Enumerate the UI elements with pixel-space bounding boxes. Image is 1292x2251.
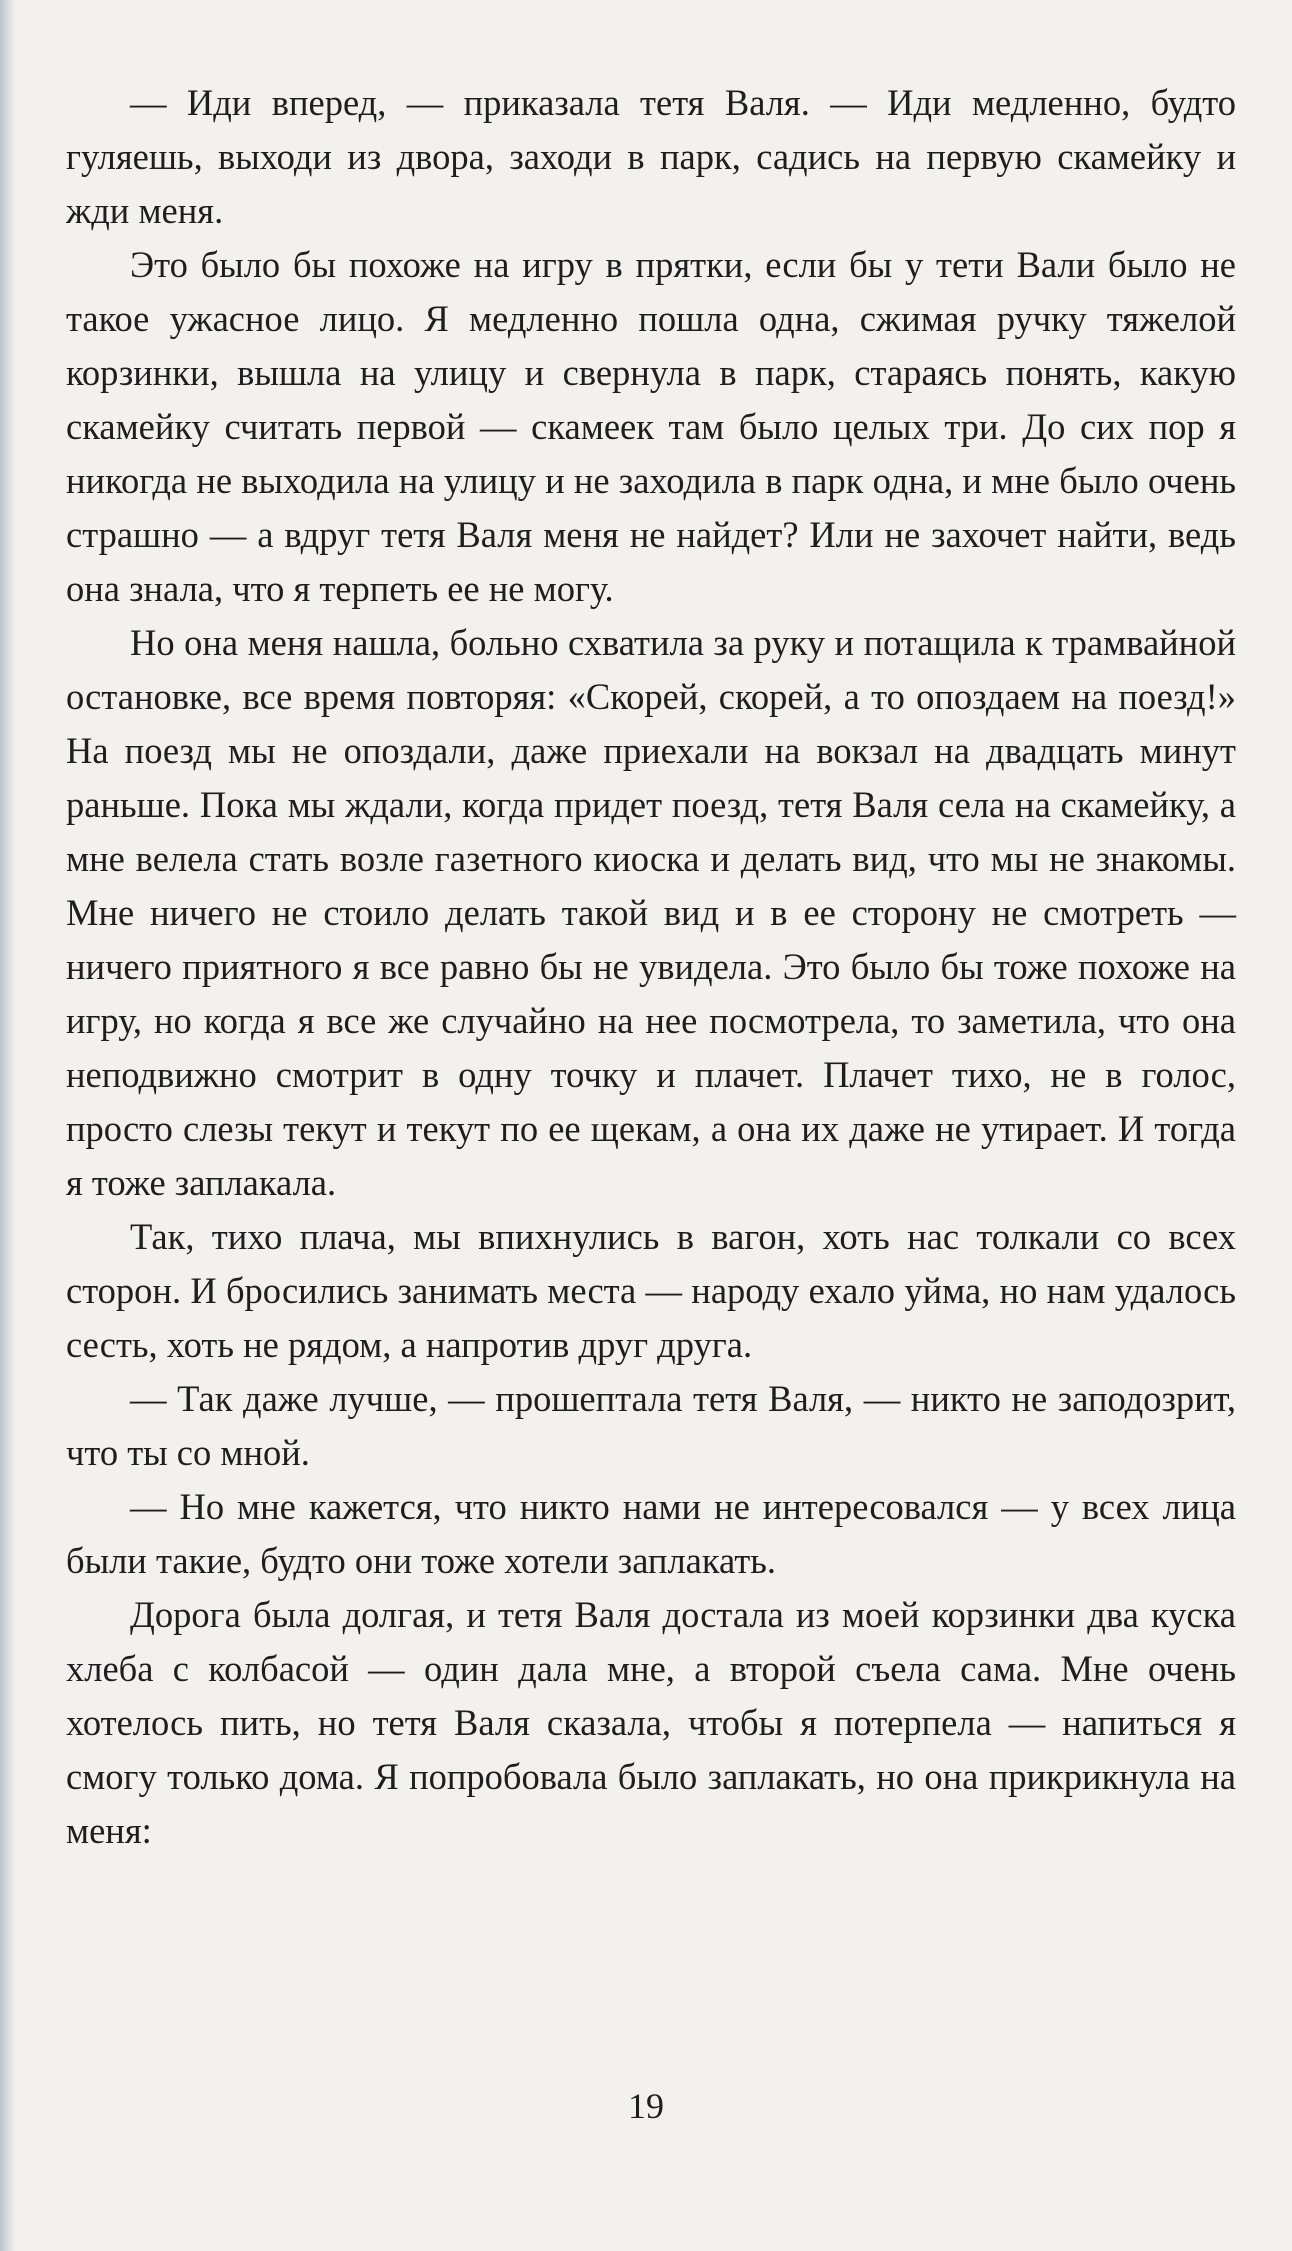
page-edge-shadow — [0, 0, 16, 2251]
paragraph-1: — Иди вперед, — приказала тетя Валя. — Иди медленно, будто гуляешь, выходи из двора, заходи в парк, садись на первую скамейку и жди меня. — [66, 82, 1236, 231]
paragraph-2: Это было бы похоже на игру в прятки, если бы у тети Вали было не такое ужасное лицо. Я медленно пошла одна, сжимая ручку тяжелой корзинки, вышла на улицу и свернула в парк, стараясь понять, какую скамейку считать первой — скамеек там было целых три. До сих пор я никогда не выходила на улицу и не заходила в парк одна, и мне было очень страшно — а вдруг тетя Валя меня не найдет? Или не захочет найти, ведь она знала, что я терпеть ее не могу. — [66, 244, 1236, 609]
paragraph-6: — Но мне кажется, что никто нами не интересовался — у всех лица были такие, будто они тоже хотели заплакать. — [66, 1486, 1236, 1581]
paragraph-5: — Так даже лучше, — прошептала тетя Валя, — никто не заподозрит, что ты со мной. — [66, 1378, 1236, 1473]
page-number: 19 — [628, 2086, 664, 2126]
book-page-text — [66, 76, 1236, 1858]
paragraph-7: Дорога была долгая, и тетя Валя достала из моей корзинки два куска хлеба с колбасой — один дала мне, а второй съела сама. Мне очень хотелось пить, но тетя Валя сказала, чтобы я потерпела — напиться я смогу только дома. Я попробовала было заплакать, но она прикрикнула на меня: — [66, 1594, 1236, 1851]
paragraph-4: Так, тихо плача, мы впихнулись в вагон, хоть нас толкали со всех сторон. И бросились занимать места — народу ехало уйма, но нам удалось сесть, хоть не рядом, а напротив друг друга. — [66, 1216, 1236, 1365]
paragraph-3: Но она меня нашла, больно схватила за руку и потащила к трамвайной остановке, все время повторяя: «Скорей, скорей, а то опоздаем на поезд!» На поезд мы не опоздали, даже приехали на вокзал на двадцать минут раньше. Пока мы ждали, когда придет поезд, тетя Валя села на скамейку, а мне велела стать возле газетного киоска и делать вид, что мы не знакомы. Мне ничего не стоило делать такой вид и в ее сторону не смотреть — ничего приятного я все равно бы не увидела. Это было бы тоже похоже на игру, но когда я все же случайно на нее посмотрела, то заметила, что она неподвижно смотрит в одну точку и плачет. Плачет тихо, не в голос, просто слезы текут и текут по ее щекам, а она их даже не утирает. И тогда я тоже заплакала. — [66, 622, 1236, 1203]
